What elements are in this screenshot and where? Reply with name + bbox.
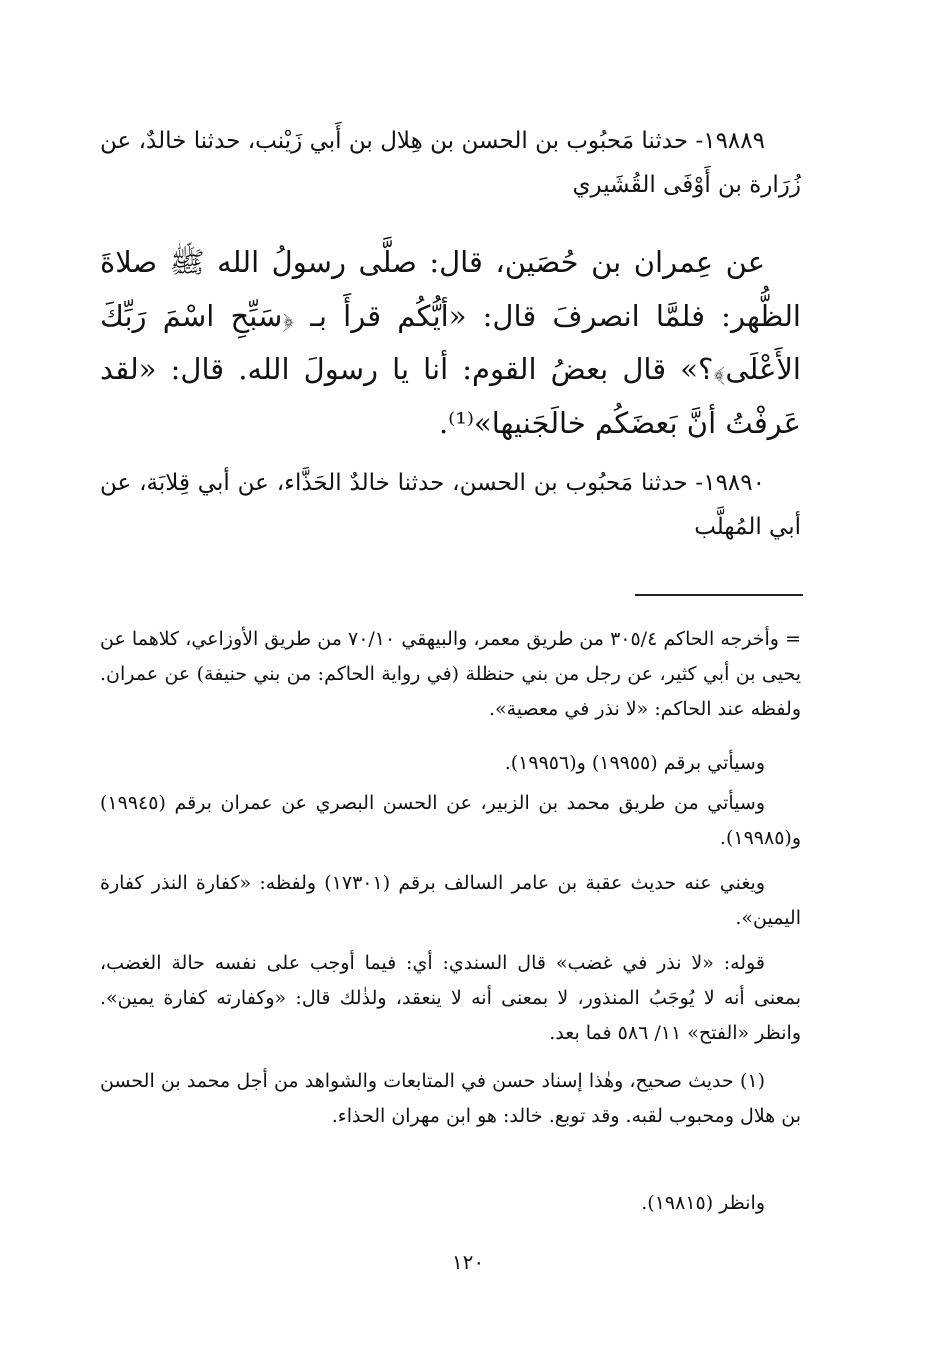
footnote-cross-ref: ويغني عنه حديث عقبة بن عامر السالف برقم (١٧٣٠١) ولفظه: «كفارة النذر كفارة اليمين». [100,872,801,930]
footnote-cross-ref: وسيأتي برقم (١٩٩٥٥) و(١٩٩٥٦). [504,752,765,774]
footnote-cross-ref: وسيأتي من طريق محمد بن الزبير، عن الحسن البصري عن عمران برقم (١٩٩٤٥) و(١٩٩٨٥). [100,792,801,850]
page-number: ١٢٠ [451,1250,485,1274]
footnote-cross-ref: وانظر (١٩٨١٥). [641,1192,765,1214]
footnote-sindi-comment: قوله: «لا نذر في غضب» قال السندي: أي: فيما أوجب على نفسه حالة الغضب، بمعنى أنه لا يُوجَبُ المنذور، لا بمعنى أنه لا ينعقد، ولذٰلك قال: «وكفارته كفارة يمين». وانظر «الفتح» ١١/ ٥٨٦ فما بعد. [100,952,801,1045]
hadith-19889-isnad: ١٩٨٨٩- حدثنا مَحبُوب بن الحسن بن هِلال بن أَبي زَيْنب، حدثنا خالدٌ، عن زُرَارة بن أَوْفَى القُشَيري [100,128,801,198]
footnote-separator [635,594,803,596]
hadith-19890-isnad: ١٩٨٩٠- حدثنا مَحبُوب بن الحسن، حدثنا خالدٌ الحَذَّاء، عن أبي قِلابَة، عن أبي المُهلَّب [100,470,801,540]
footnote-1: (١) حديث صحيح، وهٰذا إسناد حسن في المتابعات والشواهد من أجل محمد بن الحسن بن هلال ومحبوب لقبه. وقد توبع. خالد: هو ابن مهران الحذاء. [100,1070,801,1128]
footnote-continuation: = وأخرجه الحاكم ٣٠٥/٤ من طريق معمر، والبيهقي ٧٠/١٠ من طريق الأوزاعي، كلاهما عن يحيى بن أبي كثير، عن رجل من بني حنظلة (في رواية الحاكم: من بني حنيفة) عن عمران. ولفظه عند الحاكم: «لا نذر في معصية». [100,628,801,721]
hadith-19889-matn: عن عِمران بن حُصَين، قال: صلَّى رسولُ الله ﷺ صلاةَ الظُّهر: فلمَّا انصرفَ قال: «أيُّكُم قرأَ بـ ﴿سَبِّحِ اسْمَ رَبِّكَ الأَعْلَى﴾؟» قال بعضُ القوم: أنا يا رسولَ الله. قال: «لقد عَرفْتُ أنَّ بَعضَكُم خالَجَنيها»⁽¹⁾. [100,245,801,440]
